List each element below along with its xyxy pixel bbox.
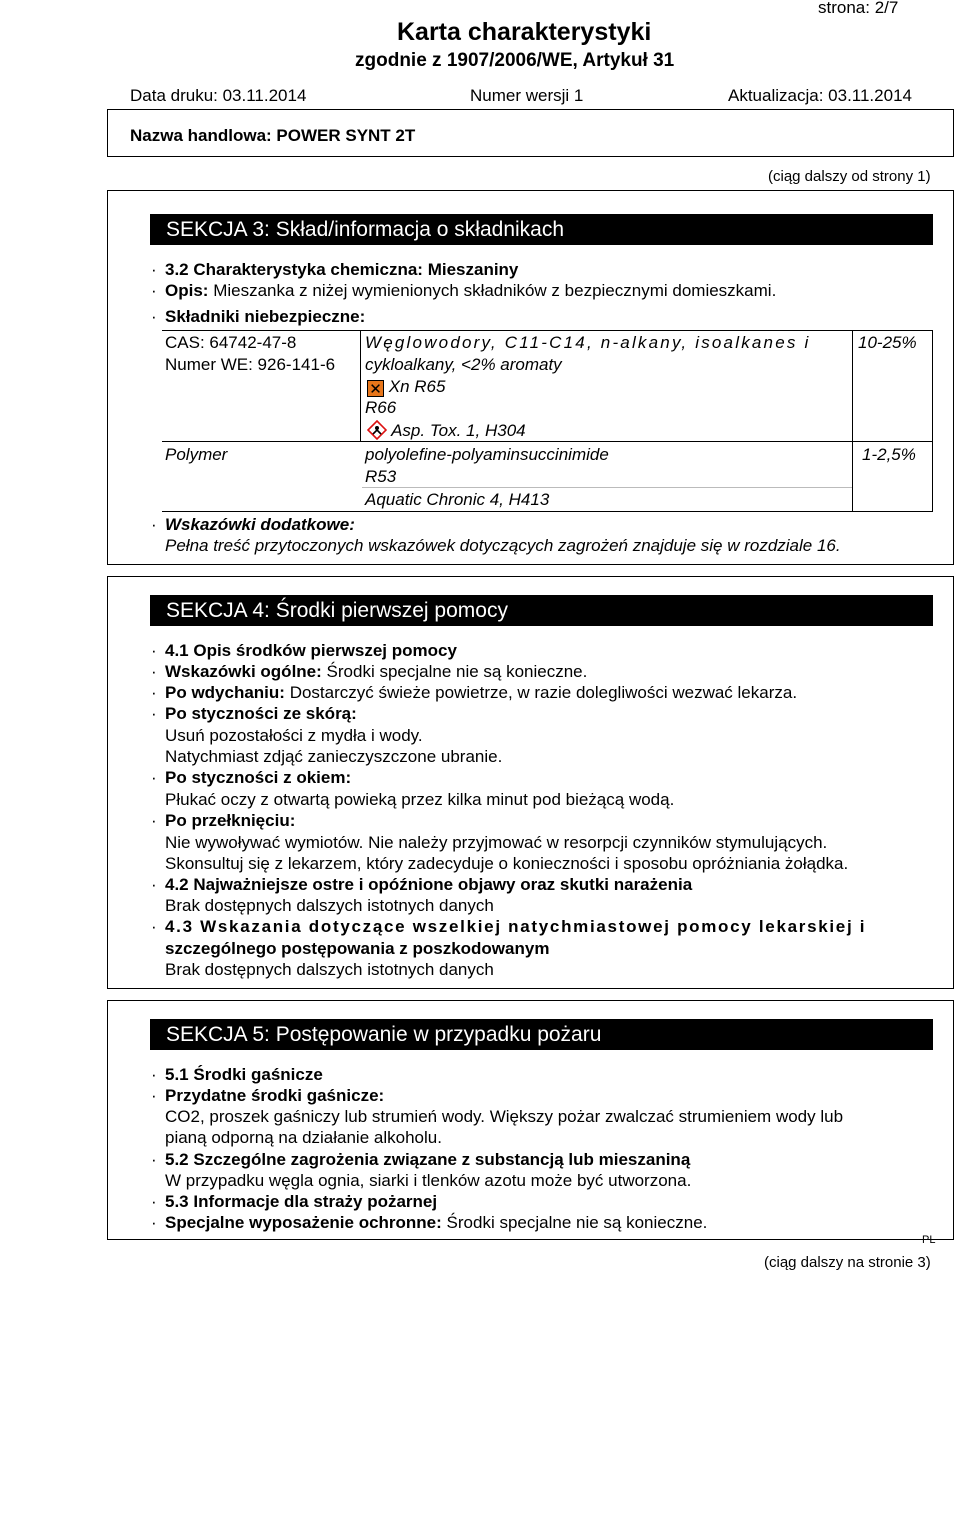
language-code: PL — [922, 1234, 936, 1246]
table-col-divider — [360, 330, 361, 441]
bullet: · — [151, 641, 157, 660]
s43-heading-1: 4.3 Wskazania dotyczące wszelkiej natychmiastowej pomocy lekarskiej i — [165, 917, 867, 936]
description-label: Opis: — [165, 281, 209, 300]
s43-heading-2: szczególnego postępowania z poszkodowanym — [165, 939, 550, 958]
harmful-x-icon: ✕ — [367, 380, 384, 397]
inhalation-line — [151, 683, 797, 703]
general-label: Wskazówki ogólne: — [165, 662, 322, 681]
hazardous-components-label: Składniki niebezpieczne: — [165, 307, 366, 326]
page-number: strona: 2/7 — [818, 0, 899, 17]
bullet: · — [151, 1150, 157, 1169]
swallow-text-2: Skonsultuj się z lekarzem, który zadecyduje o konieczności i sposobu opróżniania żołądka. — [165, 854, 849, 873]
version-number: Numer wersji 1 — [470, 86, 584, 105]
s53-line — [151, 1192, 437, 1212]
bullet: · — [151, 281, 157, 300]
inhalation-text: Dostarczyć świeże powietrze, w razie dolegliwości wezwać lekarza. — [289, 683, 798, 702]
section-4-title: SEKCJA 4: Środki pierwszej pomocy — [150, 595, 933, 626]
bullet: · — [151, 1192, 157, 1211]
table-row-rule — [162, 441, 933, 442]
swallow-label: Po przełknięciu: — [165, 811, 296, 830]
s41-heading: 4.1 Opis środków pierwszej pomocy — [165, 641, 457, 660]
swallow-line — [151, 811, 295, 831]
section-3-2-line — [151, 260, 518, 280]
s43-text: Brak dostępnych dalszych istotnych danych — [165, 960, 494, 979]
s51-line — [151, 1065, 323, 1085]
hazardous-components-line — [151, 307, 365, 327]
s41-line — [151, 641, 457, 661]
bullet: · — [151, 768, 157, 787]
bullet: · — [151, 260, 157, 279]
print-date: Data druku: 03.11.2014 — [130, 86, 307, 105]
eye-line — [151, 768, 351, 788]
eye-label: Po styczności z okiem: — [165, 768, 352, 787]
eye-text: Płukać oczy z otwartą powieką przez kilka minut pod bieżącą wodą. — [165, 790, 675, 809]
s53-heading: 5.3 Informacje dla straży pożarnej — [165, 1192, 438, 1211]
trade-name: Nazwa handlowa: POWER SYNT 2T — [130, 126, 416, 145]
skin-label: Po styczności ze skórą: — [165, 704, 357, 723]
s42-heading: 4.2 Najważniejsze ostre i opóźnione objawy oraz skutki narażenia — [165, 875, 693, 894]
inhalation-label: Po wdychaniu: — [165, 683, 285, 702]
bullet: · — [151, 1213, 157, 1232]
health-hazard-icon — [367, 420, 387, 440]
equipment-text: Środki specjalne nie są konieczne. — [446, 1213, 708, 1232]
bullet: · — [151, 1065, 157, 1084]
r66-classification: R66 — [365, 398, 397, 417]
bullet: · — [151, 683, 157, 702]
cas-number: CAS: 64742-47-8 — [165, 333, 297, 352]
continued-from: (ciąg dalszy od strony 1) — [768, 168, 931, 185]
update-date: Aktualizacja: 03.11.2014 — [728, 86, 912, 105]
document-subtitle: zgodnie z 1907/2006/WE, Artykuł 31 — [355, 50, 675, 71]
trade-name-box — [107, 109, 954, 157]
s52-heading: 5.2 Szczególne zagrożenia związane z substancją lub mieszaniną — [165, 1150, 691, 1169]
table-top-rule — [162, 330, 933, 331]
continued-on: (ciąg dalszy na stronie 3) — [764, 1254, 931, 1271]
suitable-line — [151, 1086, 384, 1106]
bullet: · — [151, 515, 157, 534]
swallow-text-1: Nie wywoływać wymiotów. Nie należy przyjmować w resorpcji czynników stymulujących. — [165, 833, 828, 852]
table-bottom-rule — [162, 511, 933, 512]
bullet: · — [151, 811, 157, 830]
description-text: Mieszanka z niżej wymienionych składników z bezpiecznymi domieszkami. — [213, 281, 777, 300]
skin-text-1: Usuń pozostałości z mydła i wody. — [165, 726, 423, 745]
skin-text-2: Natychmiast zdjąć zanieczyszczone ubranie. — [165, 747, 503, 766]
concentration-1: 10-25% — [858, 333, 917, 352]
mixture-heading: 3.2 Charakterystyka chemiczna: Mieszaniny — [165, 260, 519, 279]
r53-classification: R53 — [365, 467, 397, 486]
table-right-border — [932, 330, 933, 512]
bullet: · — [151, 875, 157, 894]
component-name-line1: Węglowodory, C11-C14, n-alkany, isoalkanes i — [365, 333, 811, 352]
polymer-id: Polymer — [165, 445, 228, 464]
additional-info-line — [151, 515, 355, 535]
xn-classification — [367, 377, 445, 397]
general-line — [151, 662, 587, 682]
section-3-title: SEKCJA 3: Skład/informacja o składnikach — [150, 214, 933, 245]
equipment-line — [151, 1213, 707, 1233]
bullet: · — [151, 1086, 157, 1105]
bullet: · — [151, 917, 157, 936]
table-conc-divider — [852, 330, 853, 512]
s43-line — [151, 917, 866, 937]
skin-line — [151, 704, 357, 724]
table-inner-rule — [362, 487, 852, 488]
bullet: · — [151, 704, 157, 723]
asp-tox-classification — [367, 420, 526, 441]
concentration-2: 1-2,5% — [862, 445, 916, 464]
aquatic-classification: Aquatic Chronic 4, H413 — [365, 490, 550, 509]
we-number: Numer WE: 926-141-6 — [165, 355, 336, 374]
asp-tox-code: Asp. Tox. 1, H304 — [391, 421, 526, 440]
bullet: · — [151, 662, 157, 681]
additional-info-text: Pełna treść przytoczonych wskazówek dotyczących zagrożeń znajduje się w rozdziale 16. — [165, 536, 841, 555]
document-title: Karta charakterystyki — [397, 18, 652, 46]
s42-text: Brak dostępnych dalszych istotnych danych — [165, 896, 494, 915]
polymer-name: polyolefine-polyaminsuccinimide — [365, 445, 609, 464]
s52-line — [151, 1150, 690, 1170]
bullet: · — [151, 307, 157, 326]
s51-heading: 5.1 Środki gaśnicze — [165, 1065, 323, 1084]
s52-text: W przypadku węgla ognia, siarki i tlenków azotu może być utworzona. — [165, 1171, 692, 1190]
s42-line — [151, 875, 692, 895]
suitable-text-2: pianą odporną na działanie alkoholu. — [165, 1128, 442, 1147]
additional-info-label: Wskazówki dodatkowe: — [165, 515, 355, 534]
section-5-title: SEKCJA 5: Postępowanie w przypadku pożaru — [150, 1019, 933, 1050]
equipment-label: Specjalne wyposażenie ochronne: — [165, 1213, 442, 1232]
suitable-label: Przydatne środki gaśnicze: — [165, 1086, 385, 1105]
component-name-line2: cykloalkany, <2% aromaty — [365, 355, 562, 374]
suitable-text-1: CO2, proszek gaśniczy lub strumień wody. Większy pożar zwalczać strumieniem wody lub — [165, 1107, 844, 1126]
description-line — [151, 281, 776, 301]
xn-code: Xn R65 — [388, 377, 446, 396]
general-text: Środki specjalne nie są konieczne. — [326, 662, 588, 681]
